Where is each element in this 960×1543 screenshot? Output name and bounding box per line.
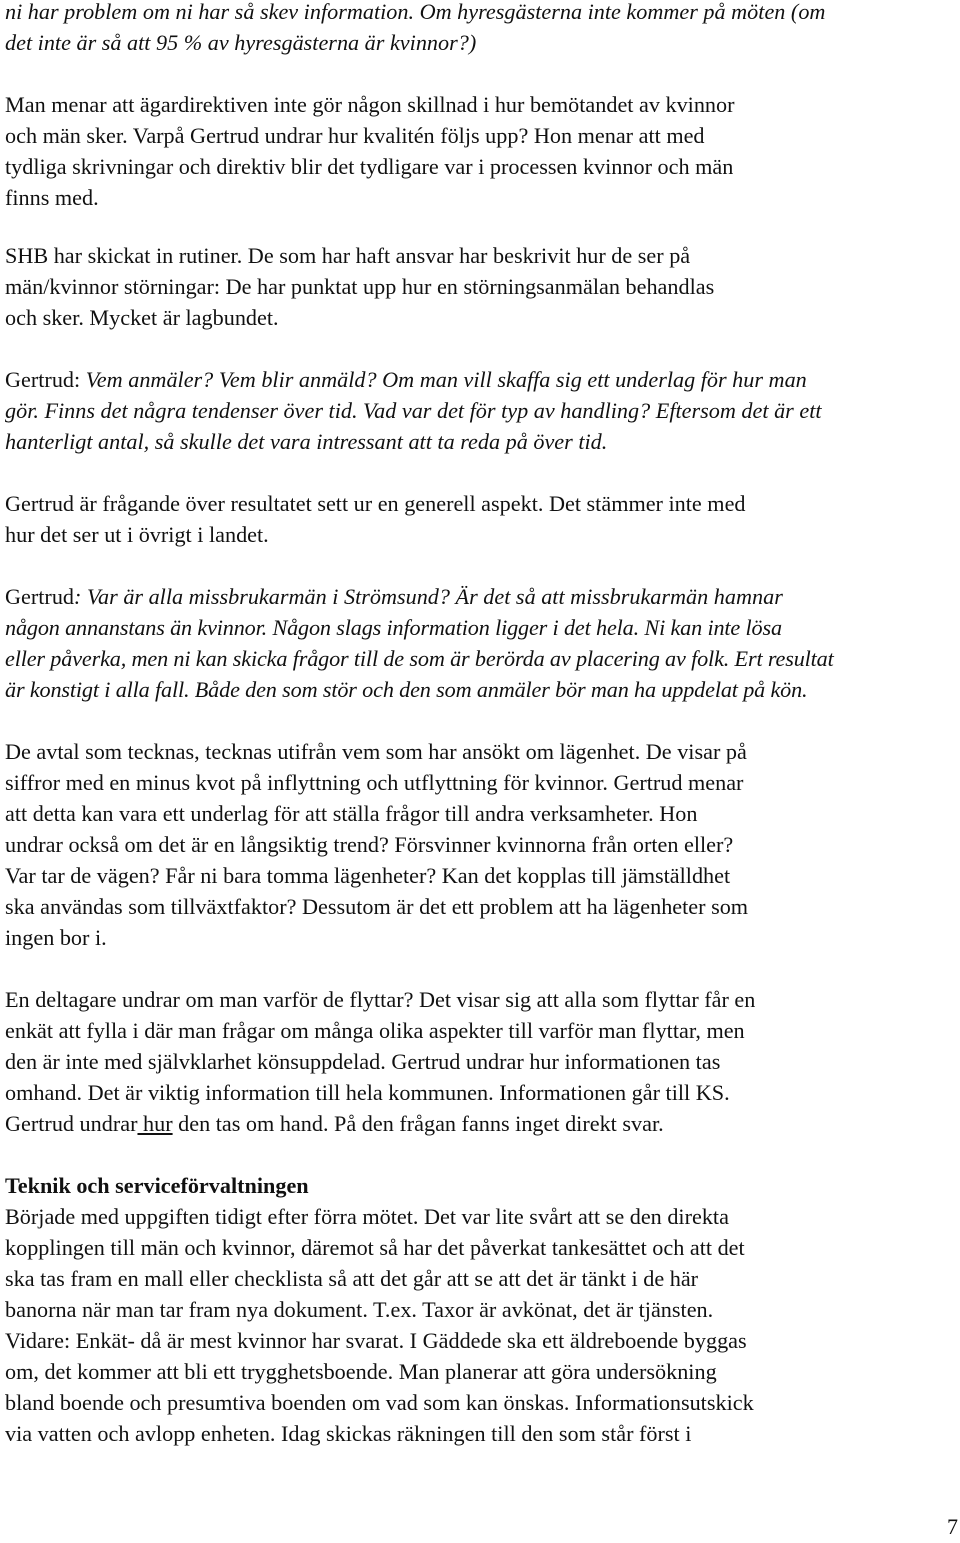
text-line: ni har problem om ni har så skev information. Om hyresgästerna inte kommer på möten (om: [5, 0, 826, 24]
text-line: är konstigt i alla fall. Både den som stör och den som anmäler bör man ha uppdelat på kön.: [5, 677, 808, 702]
text-line: om, det kommer att bli ett trygghetsboende. Man planerar att göra undersökning: [5, 1359, 717, 1384]
text-line: den är inte med självklarhet könsuppdelad. Gertrud undrar hur informationen tas: [5, 1049, 721, 1074]
text-line: Gertrud är frågande över resultatet sett ur en generell aspekt. Det stämmer inte med: [5, 491, 746, 516]
text-line: Började med uppgiften tidigt efter förra mötet. Det var lite svårt att se den direkta: [5, 1204, 729, 1229]
text-line: via vatten och avlopp enheten. Idag skickas räkningen till den som står först i: [5, 1421, 692, 1446]
paragraph-agreements: [5, 736, 951, 953]
text-line: och sker. Mycket är lagbundet.: [5, 305, 279, 330]
paragraph-gap: [5, 333, 951, 364]
paragraph-gap: [5, 705, 951, 736]
text-line: [5, 120, 951, 151]
paragraph-technical-services: [5, 1201, 951, 1449]
text-line: kopplingen till män och kvinnor, däremot så har det påverkat tankesättet och att det: [5, 1235, 745, 1260]
underlined-text: hur: [137, 1111, 173, 1136]
text-line: [5, 1108, 951, 1139]
speaker-label: Gertrud:: [5, 367, 86, 392]
text-line: [5, 395, 951, 426]
text-line: bland boende och presumtiva boenden om vad som kan önskas. Informationsutskick: [5, 1390, 754, 1415]
paragraph-gap: [5, 953, 951, 984]
text-line: ska tas fram en mall eller checklista så att det går att se att det är tänkt i de här: [5, 1266, 699, 1291]
text-line: hanterligt antal, så skulle det vara intressant att ta reda på över tid.: [5, 429, 608, 454]
text-line: finns med.: [5, 185, 99, 210]
text-line: ingen bor i.: [5, 925, 107, 950]
paragraph-owner-directives: [5, 89, 951, 213]
text-span: : Var är alla missbrukarmän i Strömsund? Är det så att missbrukarmän hamnar: [74, 584, 783, 609]
paragraph-gertrud-strömsund: [5, 581, 951, 705]
text-line: banorna när man tar fram nya dokument. T.ex. Taxor är avkönat, det är tjänsten.: [5, 1297, 714, 1322]
text-span: De som har haft ansvar har beskrivit hur de ser på: [242, 243, 691, 268]
text-span: SHB har skickat in rutiner.: [5, 243, 243, 268]
text-span: Eftersom det är ett: [650, 398, 822, 423]
paragraph-continuation: [5, 0, 951, 58]
text-line: det inte är så att 95 % av hyresgästerna är kvinnor?): [5, 30, 477, 55]
paragraph-gap: [5, 58, 951, 89]
text-line: eller påverka, men ni kan skicka frågor till de som är berörda av placering av folk. Ert resultat: [5, 646, 834, 671]
paragraph-gap: [5, 550, 951, 581]
text-line: [5, 581, 951, 612]
text-line: Man menar att ägardirektiven inte gör någon skillnad i hur bemötandet av kvinnor: [5, 92, 735, 117]
text-line: De avtal som tecknas, tecknas utifrån vem som har ansökt om lägenhet. De visar på: [5, 739, 747, 764]
text-line: hur det ser ut i övrigt i landet.: [5, 522, 269, 547]
text-line: [5, 364, 951, 395]
text-line: Var tar de vägen? Får ni bara tomma lägenheter? Kan det kopplas till jämställdhet: [5, 863, 731, 888]
paragraph-shb-routines: [5, 240, 951, 333]
text-line: omhand. Det är viktig information till hela kommunen. Informationen går till KS.: [5, 1080, 730, 1105]
paragraph-gertrud-results: [5, 488, 951, 550]
text-line: någon annanstans än kvinnor. Någon slags information ligger i det hela. Ni kan inte lösa: [5, 615, 782, 640]
text-span: och män sker. Varpå Gertrud undrar hur kvalitén följs upp?: [5, 123, 529, 148]
text-line: män/kvinnor störningar: De har punktat upp hur en störningsanmälan behandlas: [5, 274, 715, 299]
paragraph-gap: [5, 213, 951, 240]
text-line: Vidare: Enkät- då är mest kvinnor har svarat. I Gäddede ska ett äldreboende byggas: [5, 1328, 747, 1353]
page-number: 7: [947, 1514, 958, 1539]
section-heading: Teknik och serviceförvaltningen: [5, 1173, 309, 1198]
text-line: tydliga skrivningar och direktiv blir det tydligare var i processen kvinnor och män: [5, 154, 734, 179]
paragraph-gap: [5, 457, 951, 488]
text-line: [5, 240, 951, 271]
text-span: den tas om hand. På den frågan fanns inget direkt svar.: [172, 1111, 664, 1136]
text-line: siffror med en minus kvot på inflyttning och utflyttning för kvinnor. Gertrud menar: [5, 770, 744, 795]
text-line: att detta kan vara ett underlag för att ställa frågor till andra verksamheter. Hon: [5, 801, 698, 826]
paragraph-moving-survey: [5, 984, 951, 1139]
document-body: [5, 0, 951, 1449]
text-line: En deltagare undrar om man varför de flyttar? Det visar sig att alla som flyttar får en: [5, 987, 756, 1012]
text-span: Vem anmäler? Vem blir anmäld? Om man vill skaffa sig ett underlag för hur man: [85, 367, 807, 392]
text-span: Gertrud undrar: [5, 1111, 138, 1136]
paragraph-gap: [5, 1139, 951, 1170]
text-line: ska användas som tillväxtfaktor? Dessutom är det ett problem att ha lägenheter som: [5, 894, 749, 919]
text-line: undrar också om det är en långsiktig trend? Försvinner kvinnorna från orten eller?: [5, 832, 734, 857]
text-line: enkät att fylla i där man frågar om många olika aspekter till varför man flyttar, men: [5, 1018, 745, 1043]
text-span: Hon menar att med: [528, 123, 705, 148]
paragraph-gertrud-questions: [5, 364, 951, 457]
text-span: gör. Finns det några tendenser över tid. Vad var det för typ av handling?: [5, 398, 651, 423]
speaker-label: Gertrud: [5, 584, 75, 609]
